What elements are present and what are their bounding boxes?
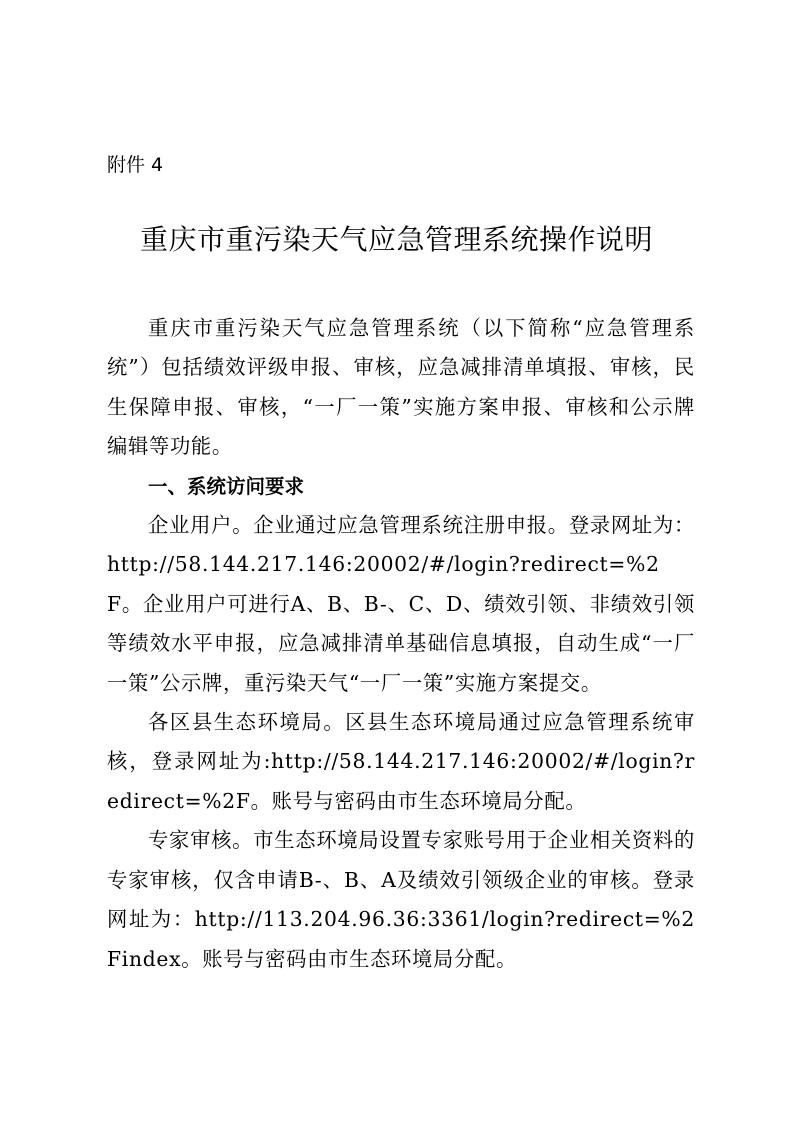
- attachment-label: 附件 4: [107, 154, 164, 176]
- district-bureau-paragraph: 各区县生态环境局。区县生态环境局通过应急管理系统审核，登录网址为:http://58.144.217.146:20002/#/login?redirect=%2F。账号与密码由市生态环境局分配。: [107, 710, 695, 813]
- enterprise-user-paragraph: 企业用户。企业通过应急管理系统注册申报。登录网址为：http://58.144.217.146:20002/#/login?redirect=%2F。企业用户可进行A、B、B-、C、D、绩效引领、非绩效引领等绩效水平申报，应急减排清单基础信息填报，自动生成“一厂一策”公示牌，重污染天气“一厂一策”实施方案提交。: [107, 513, 695, 695]
- document-title: 重庆市重污染天气应急管理系统操作说明: [139, 223, 653, 256]
- intro-paragraph: 重庆市重污染天气应急管理系统（以下简称“应急管理系统”）包括绩效评级申报、审核，应急减排清单填报、审核，民生保障申报、审核，“一厂一策”实施方案申报、审核和公示牌编辑等功能。: [107, 316, 695, 459]
- document-body: [107, 309, 695, 979]
- expert-review-paragraph: 专家审核。市生态环境局设置专家账号用于企业相关资料的专家审核，仅含申请B-、B、A及绩效引领级企业的审核。登录网址为：http://113.204.96.36:3361/login?redirect=%2Findex。账号与密码由市生态环境局分配。: [107, 828, 695, 971]
- section-heading-access-requirements: 一、系统访问要求: [148, 474, 305, 498]
